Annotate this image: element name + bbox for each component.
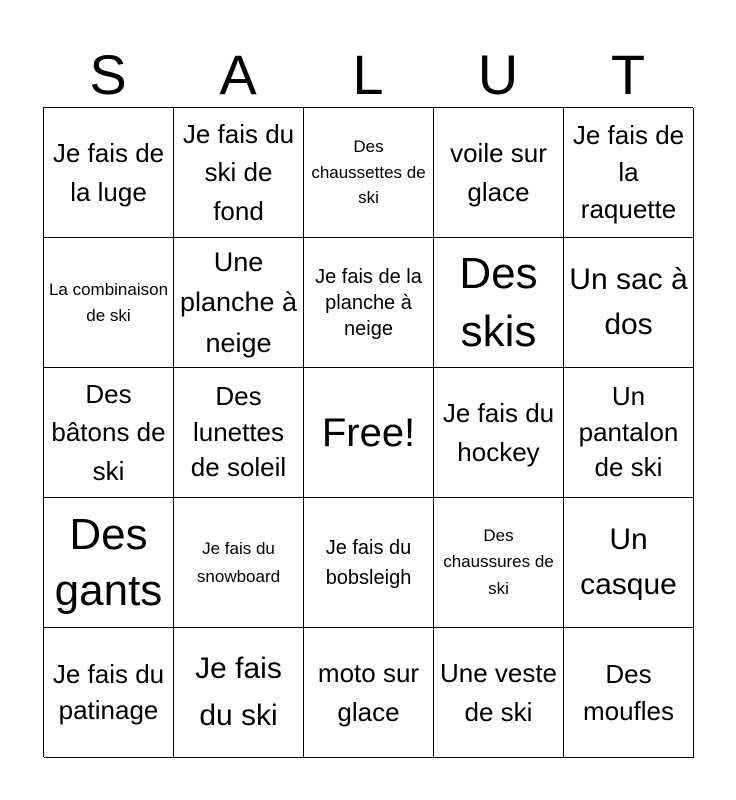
header-letter-s: S bbox=[89, 43, 127, 106]
bingo-cell[interactable]: Je fais du bobsleigh bbox=[304, 498, 434, 628]
bingo-cell[interactable]: Je fais du ski bbox=[174, 628, 304, 758]
header-letter-t: T bbox=[610, 43, 646, 106]
bingo-cell[interactable]: moto sur glace bbox=[304, 628, 434, 758]
bingo-cell[interactable]: Une veste de ski bbox=[434, 628, 564, 758]
bingo-cell[interactable]: Des gants bbox=[44, 498, 174, 628]
bingo-cell[interactable]: Je fais de la raquette bbox=[564, 108, 694, 238]
bingo-cell[interactable]: Des lunettes de soleil bbox=[174, 368, 304, 498]
header-letter-l: L bbox=[352, 43, 384, 106]
bingo-header bbox=[43, 42, 693, 108]
bingo-cell[interactable]: Des skis bbox=[434, 238, 564, 368]
bingo-cell[interactable]: voile sur glace bbox=[434, 108, 564, 238]
bingo-cell[interactable]: Des chaussettes de ski bbox=[304, 108, 434, 238]
bingo-cell[interactable]: Des bâtons de ski bbox=[44, 368, 174, 498]
bingo-cell[interactable]: La combinaison de ski bbox=[44, 238, 174, 368]
bingo-cell[interactable]: Je fais du ski de fond bbox=[174, 108, 304, 238]
bingo-cell[interactable]: Je fais de la planche à neige bbox=[304, 238, 434, 368]
bingo-cell[interactable]: Une planche à neige bbox=[174, 238, 304, 368]
bingo-cell[interactable]: Un pantalon de ski bbox=[564, 368, 694, 498]
bingo-cell[interactable]: Des moufles bbox=[564, 628, 694, 758]
bingo-cell[interactable]: Je fais du snowboard bbox=[174, 498, 304, 628]
bingo-cell[interactable]: Un casque bbox=[564, 498, 694, 628]
bingo-grid bbox=[43, 107, 693, 757]
bingo-cell[interactable]: Un sac à dos bbox=[564, 238, 694, 368]
header-letter-u: U bbox=[477, 43, 519, 106]
bingo-cell[interactable]: Des chaussures de ski bbox=[434, 498, 564, 628]
header-letter-a: A bbox=[219, 43, 257, 106]
bingo-cell[interactable]: Je fais du hockey bbox=[434, 368, 564, 498]
bingo-cell[interactable]: Je fais de la luge bbox=[44, 108, 174, 238]
bingo-cell[interactable]: Je fais du patinage bbox=[44, 628, 174, 758]
free-space[interactable]: Free! bbox=[304, 368, 434, 498]
